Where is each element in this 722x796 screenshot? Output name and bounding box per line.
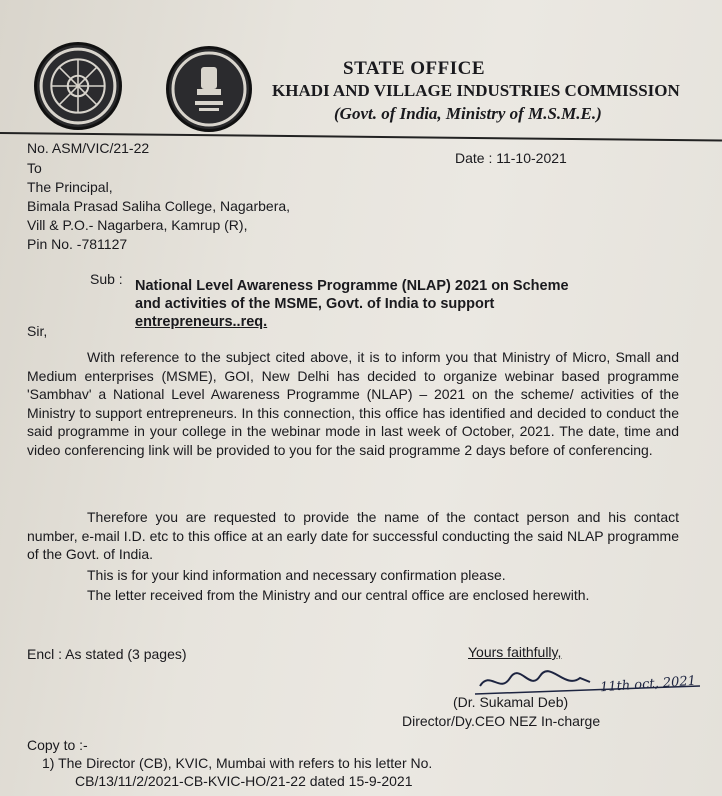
address-line3: Vill & P.O.- Nagarbera, Kamrup (R), bbox=[27, 217, 248, 233]
subject-line3: entrepreneurs..req. bbox=[135, 314, 268, 330]
copy-to-label: Copy to :- bbox=[27, 737, 88, 753]
salutation: Sir, bbox=[27, 323, 48, 339]
subject-line2: and activities of the MSME, Govt. of India to support bbox=[135, 296, 495, 312]
address-line2: Bimala Prasad Saliha College, Nagarbera, bbox=[27, 198, 291, 214]
address-line1: The Principal, bbox=[27, 179, 113, 195]
signatory-name: (Dr. Sukamal Deb) bbox=[453, 694, 569, 710]
kvic-logo bbox=[34, 42, 122, 130]
signatory-designation: Director/Dy.CEO NEZ In-charge bbox=[402, 713, 601, 729]
subject-label: Sub : bbox=[90, 271, 123, 287]
reference-number: No. ASM/VIC/21-22 bbox=[27, 140, 150, 156]
office-title: STATE OFFICE bbox=[343, 58, 486, 79]
address-line4: Pin No. -781127 bbox=[27, 236, 128, 252]
body-paragraph-3: This is for your kind information and necessary confirmation please. bbox=[87, 567, 506, 583]
letter-date: Date : 11-10-2021 bbox=[455, 150, 567, 166]
copy-item-1-line1: 1) The Director (CB), KVIC, Mumbai with refers to his letter No. bbox=[42, 755, 433, 771]
body-paragraph-1: With reference to the subject cited above, it is to inform you that Ministry of Micro, Small and Medium enterprises (MSME), GOI, New Delhi has decided to organize webinar based programme 'Sambhav' a National Level Awareness Programme (NLAP) – 2021 on the scheme/ activities of the Ministry to support entrepreneurs. In this connection, this office has identified and decided to conduct the said programme in your college in the webinar mode in last week of October, 2021. The date, time and video conferencing link will be provided to you for the said programme 2 days before of conferencing. bbox=[27, 349, 679, 458]
closing-yours-faithfully: Yours faithfully, bbox=[468, 644, 562, 660]
body-paragraph-4: The letter received from the Ministry and our central office are enclosed herewith. bbox=[87, 587, 590, 603]
emblem-logo bbox=[166, 46, 252, 132]
body-paragraph-2: Therefore you are requested to provide the name of the contact person and his contact number, e-mail I.D. etc to this office at an early date for successful conducting the said NLAP programme of the Govt. of India. bbox=[27, 509, 679, 562]
ministry-subtitle: (Govt. of India, Ministry of M.S.M.E.) bbox=[334, 104, 602, 123]
handwritten-date: 11th oct, 2021 bbox=[599, 673, 697, 696]
commission-title: KHADI AND VILLAGE INDUSTRIES COMMISSION bbox=[272, 81, 680, 100]
enclosure-note: Encl : As stated (3 pages) bbox=[27, 646, 187, 662]
copy-item-1-line2: CB/13/11/2/2021-CB-KVIC-HO/21-22 dated 15-9-2021 bbox=[75, 773, 413, 789]
subject-line1: National Level Awareness Programme (NLAP) 2021 on Scheme bbox=[135, 278, 569, 294]
address-to: To bbox=[27, 160, 42, 176]
